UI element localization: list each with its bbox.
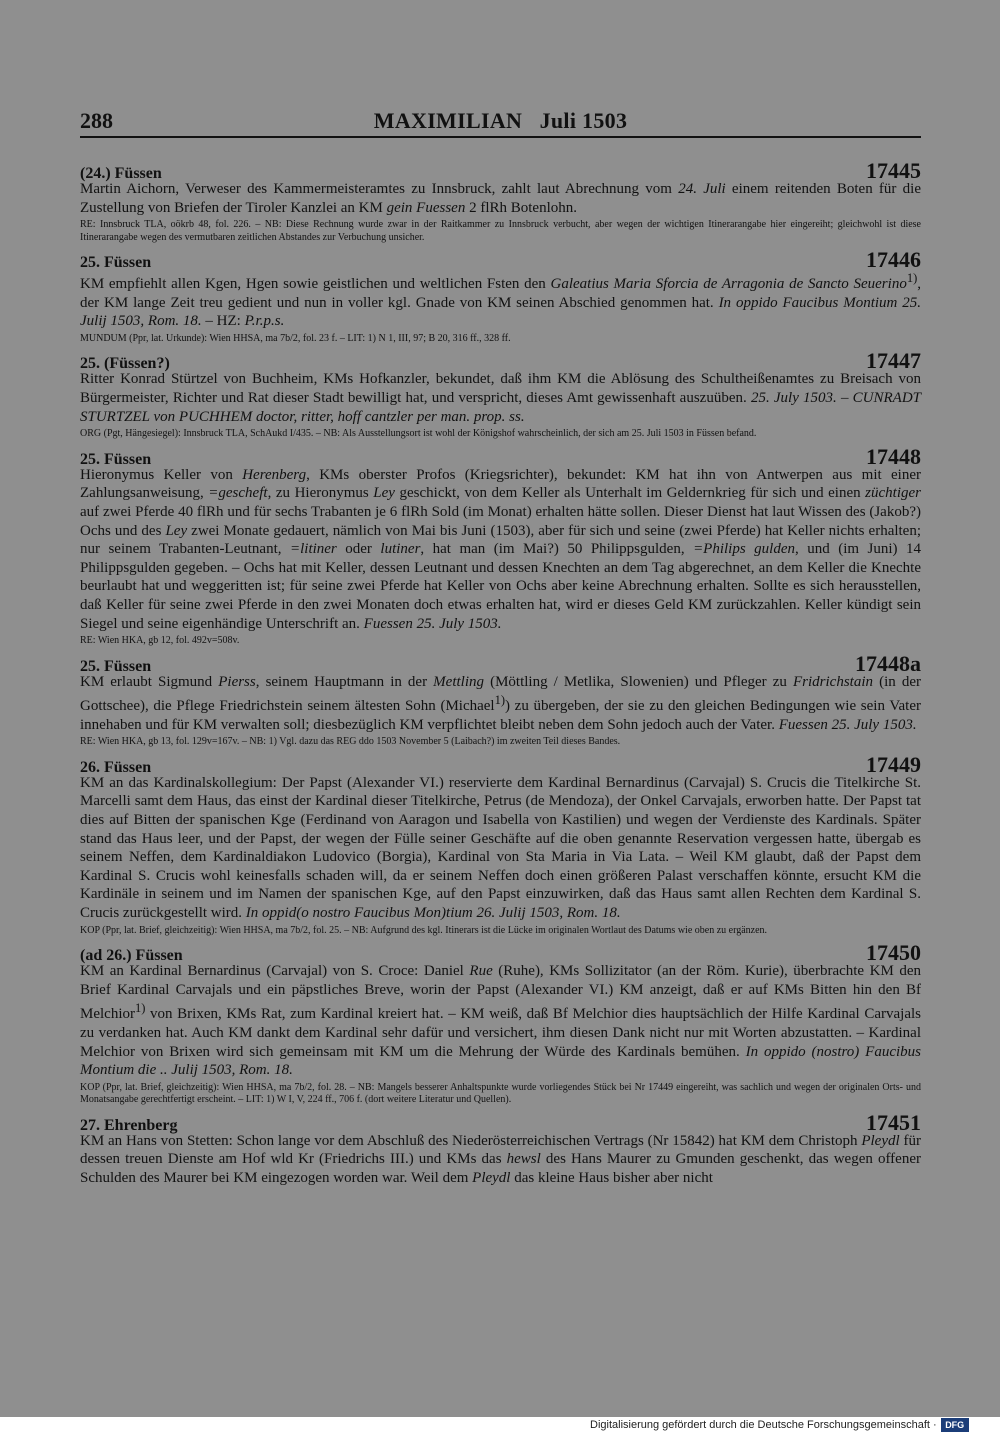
entry-number: 17450 xyxy=(866,940,921,966)
funding-footer xyxy=(590,1418,969,1432)
entry-number: 17446 xyxy=(866,247,921,273)
regest-entry xyxy=(80,158,921,244)
entry-date-place: 25. Füssen xyxy=(80,254,152,272)
entry-date-place: (24.) Füssen xyxy=(80,165,162,182)
regest-entries xyxy=(80,158,921,1190)
dfg-logo: DFG xyxy=(941,1418,969,1432)
running-title: MAXIMILIAN Juli 1503 xyxy=(373,108,628,133)
entry-source-note: RE: Wien HKA, gb 13, fol. 129v=167v. – NB: 1) Vgl. dazu das REG ddo 1503 November 5 (Laibach?) im zweiten Teil dieses Bandes. xyxy=(80,736,621,748)
entry-body: KM empfiehlt allen Kgen, Hgen sowie geistlichen und weltlichen Fsten den Galeatius Maria Sforcia de Arragonia de Sancto Seuerino$^{1)}$, der KM lange Zeit treu gedient und nun in voller kgl. Gnade von KM seinen Abschied genommen hat. In oppido Faucibus Montium 25. Julij 1503, Rom. 18. – HZ: P.r.p.s. xyxy=(80,271,921,330)
entry-heading xyxy=(80,751,921,777)
entry-date-place: 27. Ehrenberg xyxy=(80,1116,178,1134)
entry-heading xyxy=(80,940,921,966)
entry-heading xyxy=(80,348,921,374)
entry-body: Martin Aichorn, Verweser des Kammermeisteramtes zu Innsbruck, zahlt laut Abrechnung vom 24. Juli einem reitenden Boten für die Zustellung von Briefen der Tiroler Kanzlei an KM gein Fuessen 2 flRh Botenlohn. xyxy=(80,181,921,216)
entry-number: 17449 xyxy=(866,751,921,777)
entry-number: 17448 xyxy=(866,443,921,469)
entry-body: Hieronymus Keller von Herenberg, KMs oberster Profos (Kriegsrichter), bekundet: KM hat ihn von Antwerpen aus mit einer Zahlungsanweisung, =gescheft, zu Hieronymus Ley geschickt, von dem Keller als Unterhalt im Geldernkrieg für sich und einen züchtiger auf zwei Pferde 40 flRh und für sechs Trabanten je 6 flRh Sold (im Monat) erhalten hätte sollen. Dieser Dienst hat laut Wissen des (Jakob?) Ochs und des Ley zwei Monate gedauert, nämlich von Mai bis Juni (1503), aber für sich und seine (zwei Pferde) hat Keller nichts erhalten; nur seinem Trabanten-Leutnant, =litiner oder lutiner, hat man (im Mai?) 50 Philippsgulden, =Philips gulden, und (im Juni) 14 Philippsgulden gegeben. – Ochs hat mit Keller, dessen Leutnant und dessen Knechten an dem Tag abgerechnet, an dem Keller die Knechte beurlaubt hat und weggeritten ist; für seine zwei Pferde hat Keller von Ochs aber keine Abrechnung erhalten. Sollte es sich herausstellen, daß Keller für seine zwei Pferde in den zwei Monaten doch etwas erhalten hat, wird er dieses Geld KM zurückzahlen. Keller kündigt sein Siegel und seine eigenhändige Unterschrift an. Fuessen 25. July 1503. xyxy=(80,466,922,632)
regest-entry xyxy=(80,247,921,345)
entry-number: 17447 xyxy=(866,348,921,374)
entry-heading xyxy=(80,158,921,183)
regest-entry xyxy=(80,348,921,440)
entry-number: 17451 xyxy=(866,1109,921,1135)
footer-text: Digitalisierung gefördert durch die Deutsche Forschungsgemeinschaft · xyxy=(590,1419,937,1431)
entry-heading xyxy=(80,247,921,273)
entry-date-place: 26. Füssen xyxy=(80,758,152,776)
entry-body: KM an Hans von Stetten: Schon lange vor dem Abschluß des Niederösterreichischen Vertrags (Nr 15842) hat KM dem Christoph Pleydl für dessen treuen Dienste am Hof wld Kr (Friedrichs III.) und KMs das hewsl des Hans Maurer zu Gmunden geschenkt, das wegen offener Schulden des Maurer bei KM eingezogen worden war. Weil dem Pleydl das kleine Haus bisher aber nicht xyxy=(80,1132,921,1186)
entry-body: Ritter Konrad Stürtzel von Buchheim, KMs Hofkanzler, bekundet, daß ihm KM die Ablösung des Schultheißenamtes zu Breisach von Bürgermeister, Richter und Rat dieser Stadt bewilligt hat, und verspricht, dieses Amt gewissenhaft auszuüben. 25. July 1503. – CUNRADT STURTZEL von PUCHHEM doctor, ritter, hoff cantzler per man. prop. ss. xyxy=(80,371,922,425)
entry-date-place: 25. (Füssen?) xyxy=(80,355,170,373)
entry-body: KM an das Kardinalskollegium: Der Papst (Alexander VI.) reservierte dem Kardinal Bernardinus (Carvajal) S. Crucis die Titelkirche St. Marcelli samt dem Haus, das einst der Kardinal dieser Titelkirche, Petrus (de Mendoza), der Onkel Carvajals, erworben hatte. Der Papst tat dies auf Bitten der spanischen Kge (Ferdinand von Aaragon und Isabella von Kastilien) und wegen der Verdienste des Kardinals. Später stand das Haus leer, und der Papst, der wegen der Fülle seiner Geschäfte auf die oben genannte Reservation vergessen hatte, übergab es seinem Neffen, dem Kardinaldiakon Ludovico (Borgia), Kardinal von Sta Maria in Via Lata. – Weil KM glaubt, daß der Papst dem Kardinal S. Crucis wohl keinesfalls schaden will, da er seinem Neffen doch einen größeren Palast verschaffen könnte, ersucht KM die Kardinäle in seinem und im Namen der spanischen Kge, auf den Papst einzuwirken, daß das Haus samt allen Rechten dem Kardinal S. Crucis zurückgestellt wird. In oppid(o nostro Faucibus Mon)tium 26. Julij 1503, Rom. 18. xyxy=(80,774,921,922)
page-number: 288 xyxy=(80,108,113,133)
regest-entry xyxy=(80,651,921,749)
entry-heading xyxy=(80,443,921,469)
regest-entry xyxy=(80,444,921,648)
entry-source-note: KOP (Ppr, lat. Brief, gleichzeitig): Wien HHSA, ma 7b/2, fol. 28. – NB: Mangels besserer Anhaltspunkte wurde vorliegendes Stück bei Nr 17449 eingereiht, was sachlich und wegen der originalen Orts- und Monatsangabe gerechtfertigt erscheint. – LIT: 1) W I, V, 224 ff., 706 f. (dort weitere Literatur und Quellen). xyxy=(80,1081,921,1106)
entry-number: 17448a xyxy=(855,650,921,676)
header-rule xyxy=(80,136,921,138)
entry-source-note: MUNDUM (Ppr, lat. Urkunde): Wien HHSA, ma 7b/2, fol. 23 f. – LIT: 1) N 1, III, 97; B 20, 316 ff., 328 ff. xyxy=(80,332,511,344)
entry-source-note: RE: Wien HKA, gb 12, fol. 492v=508v. xyxy=(80,635,240,647)
entry-heading xyxy=(80,650,921,676)
entry-body: KM erlaubt Sigmund Pierss, seinem Hauptmann in der Mettling (Möttling / Metlika, Slowenien) und Pfleger zu Fridrichstain (in der Gottschee), die Pflege Friedrichstein seinem ältesten Sohn (Michael$^{1)}$) zu übergeben, der sie zu den gleichen Bedingungen wie sein Vater innehaben und für KM verwalten soll; diesbezüglich KM verpflichtet bleibt neben dem Sohn jedoch auch der Vater. Fuessen 25. July 1503. xyxy=(80,673,921,733)
entry-source-note: RE: Innsbruck TLA, oökrb 48, fol. 226. – NB: Diese Rechnung wurde zwar in der Raitkammer zu Innsbruck verbucht, aber wegen der wichtigen Itinerarangabe hier eingereiht; gleichwohl ist diese Itinerarangabe wegen des vermutbaren zeitlichen Abstandes zur Verbuchung unsicher. xyxy=(80,219,921,243)
entry-number: 17445 xyxy=(866,158,921,183)
entry-body: KM an Kardinal Bernardinus (Carvajal) von S. Croce: Daniel Rue (Ruhe), KMs Sollizitator (an der Röm. Kurie), überbrachte KM den Brief Kardinal Carvajals und ein päpstliches Breve, worin der Papst (Alexander VI.) KM anzeigt, daß er auf KMs Bitten hin den Bf Melchior$^{1)}$ von Brixen, KMs Rat, zum Kardinal kreiert hat. – KM weiß, daß Bf Melchior dies hauptsächlich der Hilfe Kardinal Carvajals zu verdanken hat. Auch KM dankt dem Kardinal sehr dafür und versichert, ihm diesen Dank nicht nur mit Worten abzustatten. – Kardinal Melchior von Brixen wird sich gemeinsam mit KM um die Mehrung der Würde des Kardinals bemühen. In oppido (nostro) Faucibus Montium die .. Julij 1503, Rom. 18. xyxy=(80,963,922,1079)
entry-date-place: (ad 26.) Füssen xyxy=(80,947,183,965)
entry-date-place: 25. Füssen xyxy=(80,657,152,675)
regest-entry xyxy=(80,1110,921,1188)
entry-source-note: ORG (Pgt, Hängesiegel): Innsbruck TLA, SchAukd I/435. – NB: Als Ausstellungsort ist wohl der Königshof wahrscheinlich, der sich am 25. Juli 1503 in Füssen befand. xyxy=(80,428,757,440)
entry-heading xyxy=(80,1109,921,1135)
entry-source-note: KOP (Ppr, lat. Brief, gleichzeitig): Wien HHSA, ma 7b/2, fol. 25. – NB: Aufgrund des kgl. Itinerars ist die Lücke im originalen Wortlaut des Datums wie oben zu ergänzen. xyxy=(80,924,768,936)
regest-entry xyxy=(80,940,921,1107)
page-header xyxy=(80,108,921,138)
regest-entry xyxy=(80,752,921,937)
entry-date-place: 25. Füssen xyxy=(80,450,152,468)
